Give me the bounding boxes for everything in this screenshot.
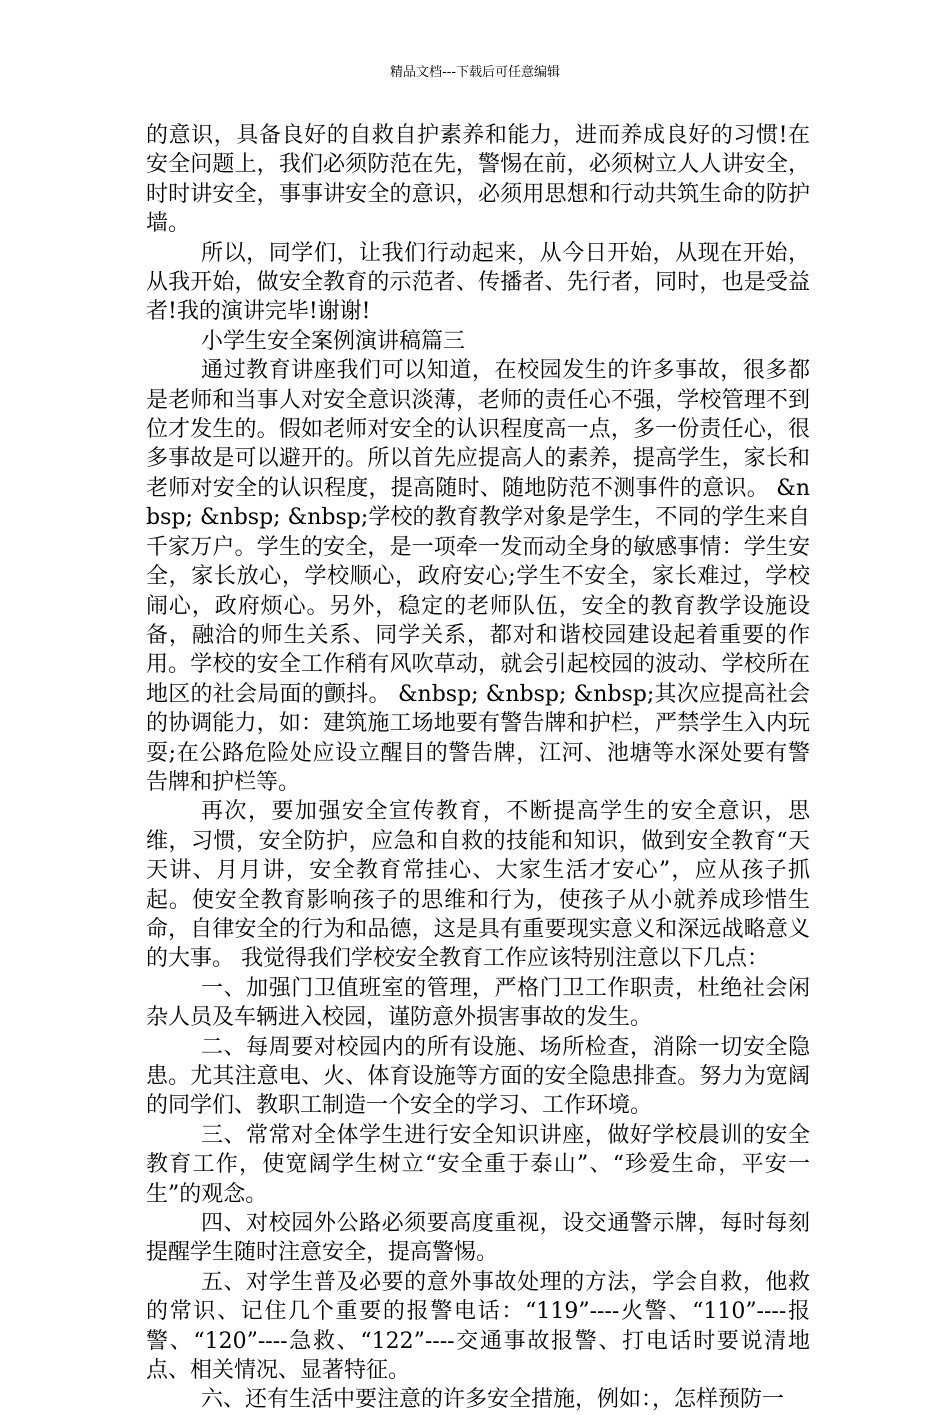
list-item: 六、还有生活中要注意的许多安全措施，例如：，怎样预防一 — [201, 1387, 785, 1413]
list-item: 五、对学生普及必要的意外事故处理的方法，学会自救，他救的常识、记住几个重要的报警电话：“119”----火警、“110”----报警、“120”----急救、“122”----交通事故报警、打电话时要说清地点、相关情况、显著特征。 — [146, 1269, 810, 1384]
page-header: 精品文档---下载后可任意编辑 — [389, 65, 561, 80]
paragraph: 通过教育讲座我们可以知道，在校园发生的许多事故，很多都是老师和当事人对安全意识淡薄，老师的责任心不强，学校管理不到位才发生的。假如老师对安全的认识程度高一点，多一份责任心，很多事故是可以避开的。所以首先应提高人的素养，提高学生，家长和老师对安全的认识程度，提高随时、随地防范不测事件的意识。 &nbsp; &nbsp; &nbsp;学校的教育教学对象是学生，不同的学生来自千家万户。学生的安全，是一项牵一发而动全身的敏感事情：学生安全，家长放心，学校顺心，政府安心;学生不安全，家长难过，学校闹心，政府烦心。另外，稳定的老师队伍，安全的教育教学设施设备，融洽的师生关系、同学关系，都对和谐校园建设起着重要的作用。学校的安全工作稍有风吹草动，就会引起校园的波动、学校所在地区的社会局面的颤抖。 &nbsp; &nbsp; &nbsp;其次应提高社会的协调能力，如：建筑施工场地要有警告牌和护栏，严禁学生入内玩耍;在公路危险处应设立醒目的警告牌，江河、池塘等水深处要有警告牌和护栏等。 — [146, 358, 810, 795]
list-item: 四、对校园外公路必须要高度重视，设交通警示牌，每时每刻提醒学生随时注意安全，提高警惕。 — [146, 1211, 810, 1266]
paragraph: 的意识，具备良好的自救自护素养和能力，进而养成良好的习惯!在安全问题上，我们必须防范在先，警惕在前，必须树立人人讲安全，时时讲安全，事事讲安全的意识，必须用思想和行动共筑生命的防护墙。 — [146, 123, 810, 237]
section-title: 小学生安全案例演讲稿篇三 — [201, 328, 466, 354]
paragraph: 再次，要加强安全宣传教育，不断提高学生的安全意识，思维，习惯，安全防护，应急和自救的技能和知识，做到安全教育“天天讲、月月讲，安全教育常挂心、大家生活才安心”，应从孩子抓起。使安全教育影响孩子的思维和行为，使孩子从小就养成珍惜生命，自律安全的行为和品德，这是具有重要现实意义和深远战略意义的大事。 我觉得我们学校安全教育工作应该特别注意以下几点： — [146, 799, 810, 972]
list-item: 一、加强门卫值班室的管理，严格门卫工作职责，杜绝社会闲杂人员及车辆进入校园，谨防意外损害事故的发生。 — [146, 975, 810, 1031]
paragraph: 所以，同学们，让我们行动起来，从今日开始，从现在开始，从我开始，做安全教育的示范者、传播者、先行者，同时，也是受益者!我的演讲完毕!谢谢! — [146, 240, 810, 325]
list-item: 二、每周要对校园内的所有设施、场所检查，消除一切安全隐患。尤其注意电、火、体育设施等方面的安全隐患排查。努力为宽阔的同学们、教职工制造一个安全的学习、工作环境。 — [146, 1034, 810, 1119]
list-item: 三、常常对全体学生进行安全知识讲座，做好学校晨训的安全教育工作，使宽阔学生树立“安全重于泰山”、“珍爱生命，平安一生”的观念。 — [146, 1122, 810, 1207]
document-body — [146, 121, 810, 1415]
